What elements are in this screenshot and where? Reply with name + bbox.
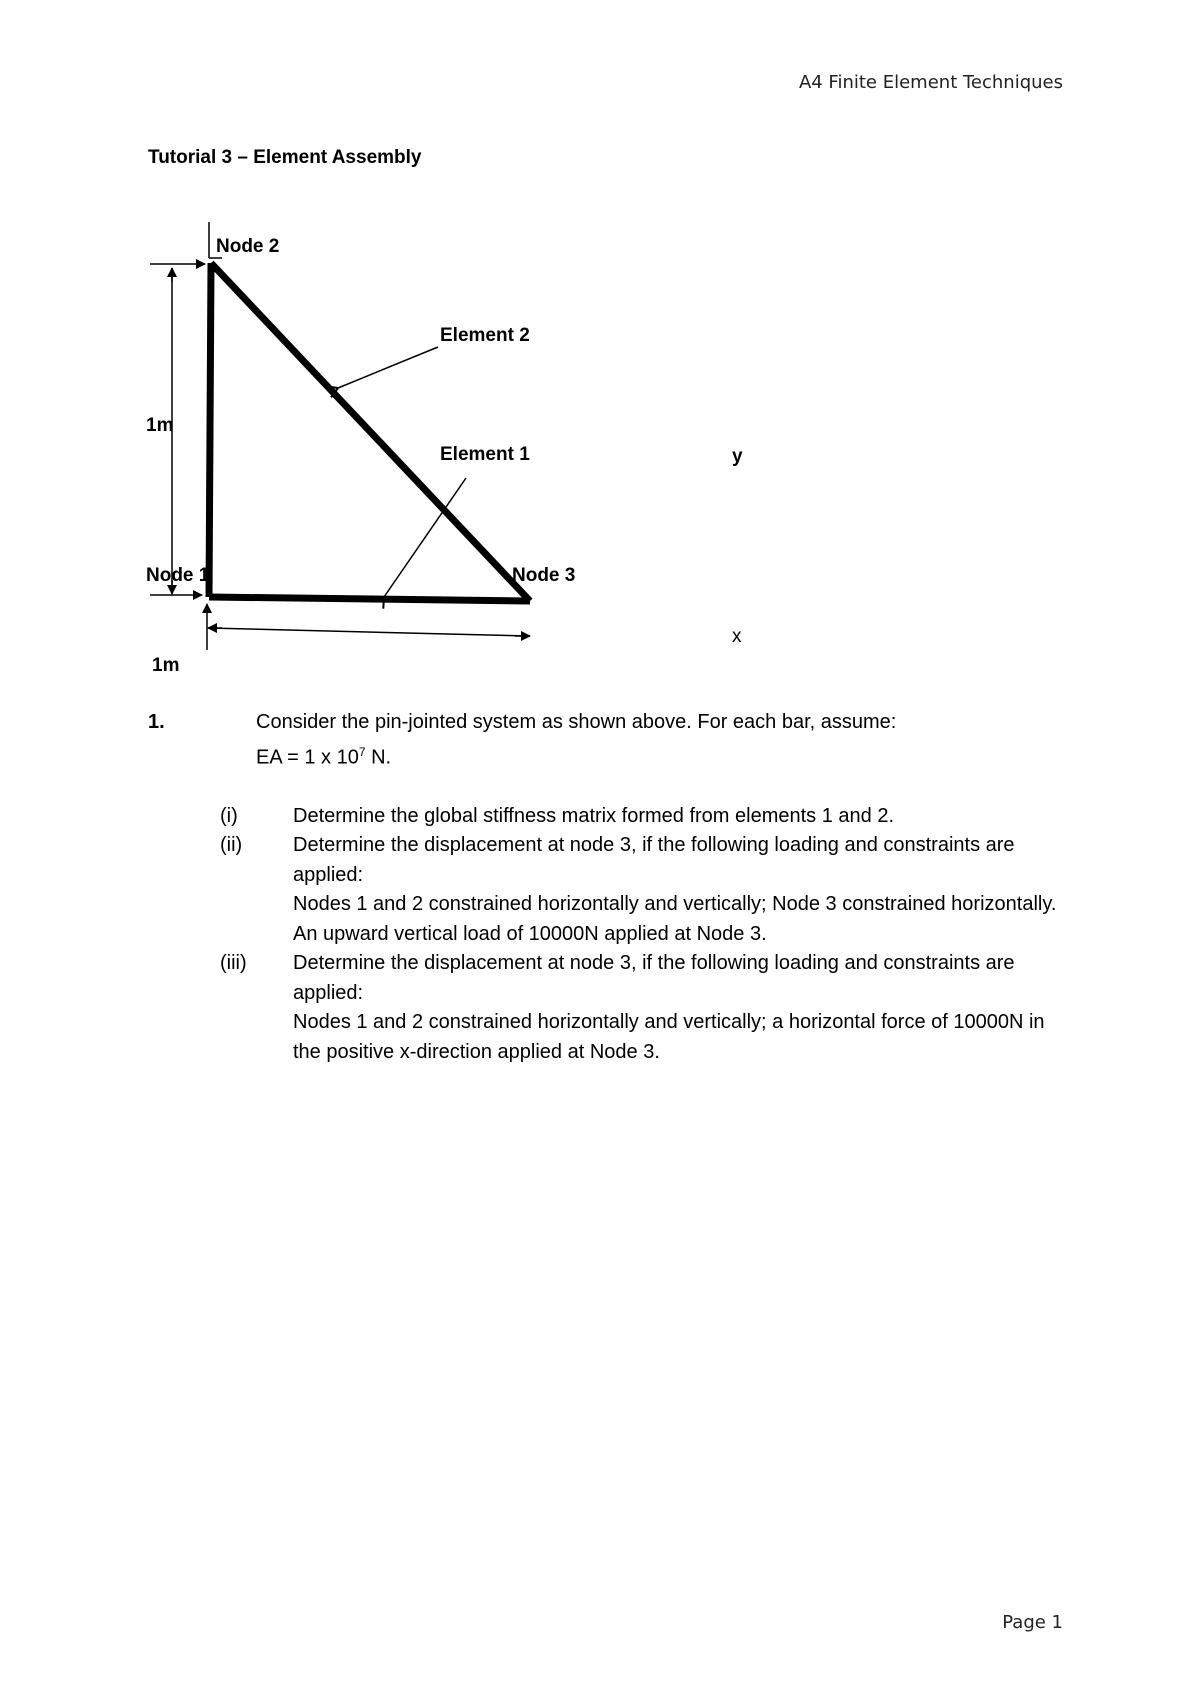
- sub-question: [148, 802, 1068, 832]
- dim-horizontal-line: [208, 628, 528, 636]
- element2-leader: [338, 347, 438, 388]
- sub-question: [148, 949, 1068, 1067]
- page-number: Page 1: [1002, 1612, 1063, 1633]
- node-1-label: Node 1: [146, 565, 210, 586]
- node-2-label: Node 2: [216, 236, 280, 257]
- sub-question-text: Determine the global stiffness matrix formed from elements 1 and 2.: [293, 804, 895, 827]
- ea-statement: EA = 1 x $10^7$ N.: [256, 744, 392, 769]
- sub-question-detail: Nodes 1 and 2 constrained horizontally and vertically; Node 3 constrained horizontally. An upward vertical load of 10000N applied at Node 3.: [293, 893, 1057, 945]
- sub-question-number: (i): [220, 804, 238, 827]
- element-1-label: Element 1: [440, 444, 530, 465]
- page-title: Tutorial 3 – Element Assembly: [148, 147, 422, 168]
- element-2-label: Element 2: [440, 325, 530, 346]
- truss-diagram: [0, 0, 1200, 700]
- question-block: [148, 708, 1068, 1067]
- dim-vertical-label: 1m: [146, 415, 174, 436]
- member-diagonal: [211, 263, 530, 601]
- running-header: A4 Finite Element Techniques: [798, 72, 1063, 93]
- axis-x-label: x: [732, 626, 742, 647]
- sub-question-number: (ii): [220, 834, 243, 857]
- sub-question-number: (iii): [220, 952, 247, 975]
- question-intro: Consider the pin-jointed system as shown above. For each bar, assume:: [256, 711, 897, 733]
- sub-question-text: Determine the displacement at node 3, if the following loading and constraints are applied:: [293, 834, 1015, 886]
- sub-question: [148, 831, 1068, 949]
- sub-question-list: [148, 802, 1068, 1068]
- question-number: 1.: [148, 711, 165, 733]
- dim-horizontal-label: 1m: [152, 655, 180, 676]
- axis-y-label: y: [732, 446, 743, 467]
- node-3-label: Node 3: [512, 565, 576, 586]
- member-vertical: [209, 263, 211, 597]
- sub-question-text: Determine the displacement at node 3, if the following loading and constraints are applied:: [293, 952, 1015, 1004]
- member-horizontal: [209, 597, 530, 601]
- sub-question-detail: Nodes 1 and 2 constrained horizontally and vertically; a horizontal force of 10000N in the positive x-direction applied at Node 3.: [293, 1011, 1045, 1063]
- element1-leader: [384, 478, 466, 597]
